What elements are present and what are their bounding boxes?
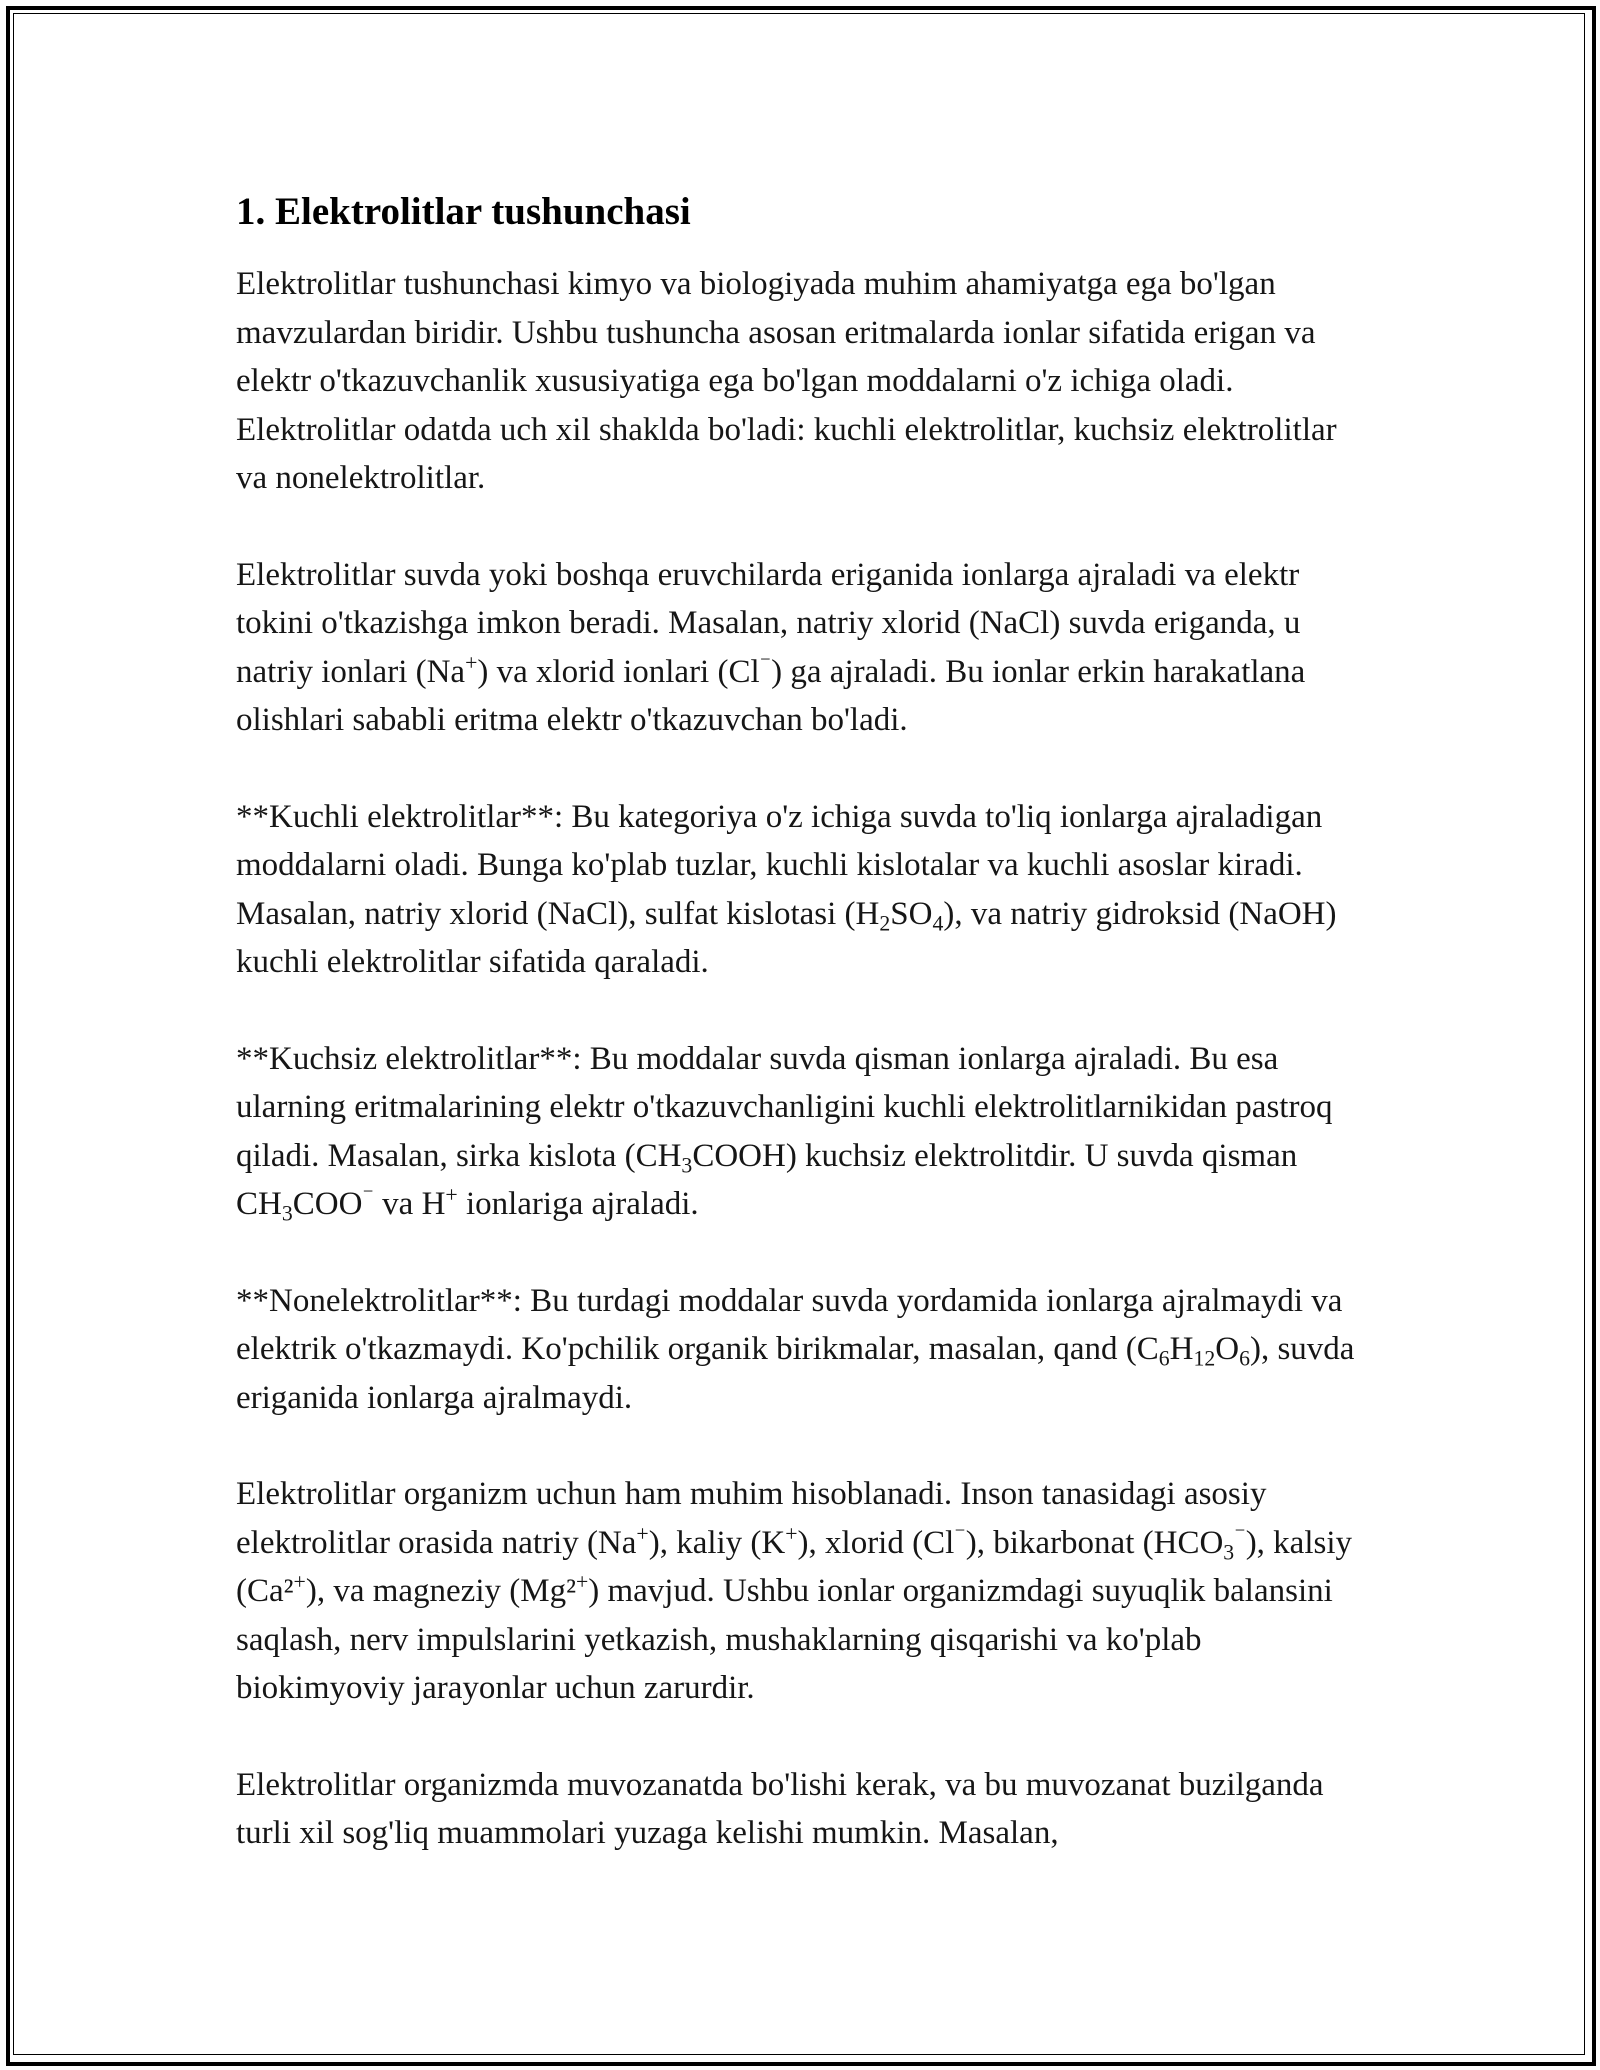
paragraph-body-electrolytes: Elektrolitlar organizm uchun ham muhim hisoblanadi. Inson tanasidagi asosiy elektrolitlar orasida natriy (Na+), kaliy (K+), xlorid (Cl⁻), bikarbonat $(HCO_3^{^-})$, kalsiy (Ca²+), va magneziy (Mg²+) mavjud. Ushbu ionlar organizmdagi suyuqlik balansini saqlash, nerv impulslarini yetkazish, mushaklarning qisqarishi va ko'plab biokimyoviy jarayonlar uchun zarurdir. [236, 1476, 1353, 1706]
paragraph-balance: Elektrolitlar organizmda muvozanatda bo'lishi kerak, va bu muvozanat buzilganda turli xil sog'liq muammolari yuzaga kelishi mumkin. Masalan, [236, 1766, 1324, 1851]
document-body [236, 188, 1370, 1906]
section-heading: 1. Elektrolitlar tushunchasi [236, 190, 691, 233]
paragraph-strong-electrolytes: **Kuchli elektrolitlar**: Bu kategoriya o'z ichiga suvda to'liq ionlarga ajraladigan moddalarni oladi. Bunga ko'plab tuzlar, kuchli kislotalar va kuchli asoslar kiradi. Masalan, natriy xlorid (NaCl), sulfat kislotasi $(H_2SO_4)$, va natriy gidroksid (NaOH) kuchli elektrolitlar sifatida qaraladi. [236, 798, 1337, 980]
paragraph-nonelectrolytes: **Nonelektrolitlar**: Bu turdagi moddalar suvda yordamida ionlarga ajralmaydi va elektrik o'tkazmaydi. Ko'pchilik organik birikmalar, masalan, qand $(C_6H_{12}O_6)$, suvda eriganida ionlarga ajralmaydi. [236, 1282, 1355, 1416]
paragraph-dissociation: Elektrolitlar suvda yoki boshqa eruvchilarda eriganida ionlarga ajraladi va elektr tokini o'tkazishga imkon beradi. Masalan, natriy xlorid (NaCl) suvda eriganda, u natriy ionlari (Na+) va xlorid ionlari (Cl⁻) ga ajraladi. Bu ionlar erkin harakatlana olishlari sababli eritma elektr o'tkazuvchan bo'ladi. [236, 556, 1306, 738]
paragraph-weak-electrolytes: **Kuchsiz elektrolitlar**: Bu moddalar suvda qisman ionlarga ajraladi. Bu esa ularning eritmalarining elektr o'tkazuvchanligini kuchli elektrolitlarnikidan pastroq qiladi. Masalan, sirka kislota $(CH_3COOH)$ kuchsiz elektrolitdir. U suvda qisman $CH_3COO^{^-}$ va H+ ionlariga ajraladi. [236, 1040, 1333, 1226]
paragraph-intro: Elektrolitlar tushunchasi kimyo va biologiyada muhim ahamiyatga ega bo'lgan mavzulardan biridir. Ushbu tushuncha asosan eritmalarda ionlar sifatida erigan va elektr o'tkazuvchanlik xususiyatiga ega bo'lgan moddalarni o'z ichiga oladi. Elektrolitlar odatda uch xil shaklda bo'ladi: kuchli elektrolitlar, kuchsiz elektrolitlar va nonelektrolitlar. [236, 266, 1337, 496]
